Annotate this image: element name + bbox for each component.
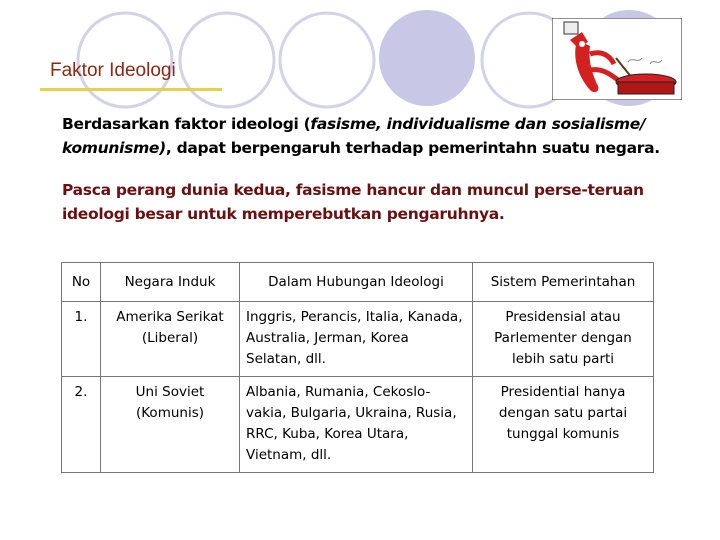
cell-hubungan: Albania, Rumania, Cekoslo-vakia, Bulgaria, Ukraina, Rusia, RRC, Kuba, Korea Utara, Vietnam, dll. [240, 377, 473, 473]
slide-title: Faktor Ideologi [50, 60, 176, 81]
negara-name: Amerika Serikat [116, 309, 224, 325]
header-no: No [62, 263, 101, 302]
paragraph-ideologi [62, 112, 702, 160]
header-sistem-pemerintahan: Sistem Pemerintahan [473, 263, 654, 302]
cell-no: 2. [62, 377, 101, 473]
cell-sistem: Presidential hanya dengan satu partai tunggal komunis [473, 377, 654, 473]
paragraph-pasca-perang: Pasca perang dunia kedua, fasisme hancur dan muncul perse-teruan ideologi besar untuk memperebutkan pengaruhnya. [62, 181, 644, 223]
table-row [62, 302, 654, 377]
header-hubungan-ideologi: Dalam Hubungan Ideologi [240, 263, 473, 302]
cell-no: 1. [62, 302, 101, 377]
paragraph1-suffix: , dapat berpengaruh terhadap pemerintahn suatu negara. [165, 139, 660, 157]
ideology-table [61, 262, 654, 473]
lobster-chef-clipart-icon [552, 18, 682, 100]
cell-sistem: Presidensial atau Parlementer dengan lebih satu parti [473, 302, 654, 377]
negara-ideology: (Komunis) [135, 405, 205, 421]
cell-negara [101, 377, 240, 473]
negara-name: Uni Soviet [135, 384, 205, 400]
title-underline [40, 88, 222, 91]
cell-hubungan: Inggris, Perancis, Italia, Kanada, Australia, Jerman, Korea Selatan, dll. [240, 302, 473, 377]
table-row [62, 377, 654, 473]
paragraph1-prefix: Berdasarkan faktor ideologi ( [62, 115, 311, 133]
negara-ideology: (Liberal) [141, 330, 199, 346]
paragraph1-italic: fasisme, individualisme dan sosialisme/ komunisme) [62, 115, 646, 157]
table-header-row [62, 263, 654, 302]
header-negara-induk: Negara Induk [101, 263, 240, 302]
cell-negara [101, 302, 240, 377]
